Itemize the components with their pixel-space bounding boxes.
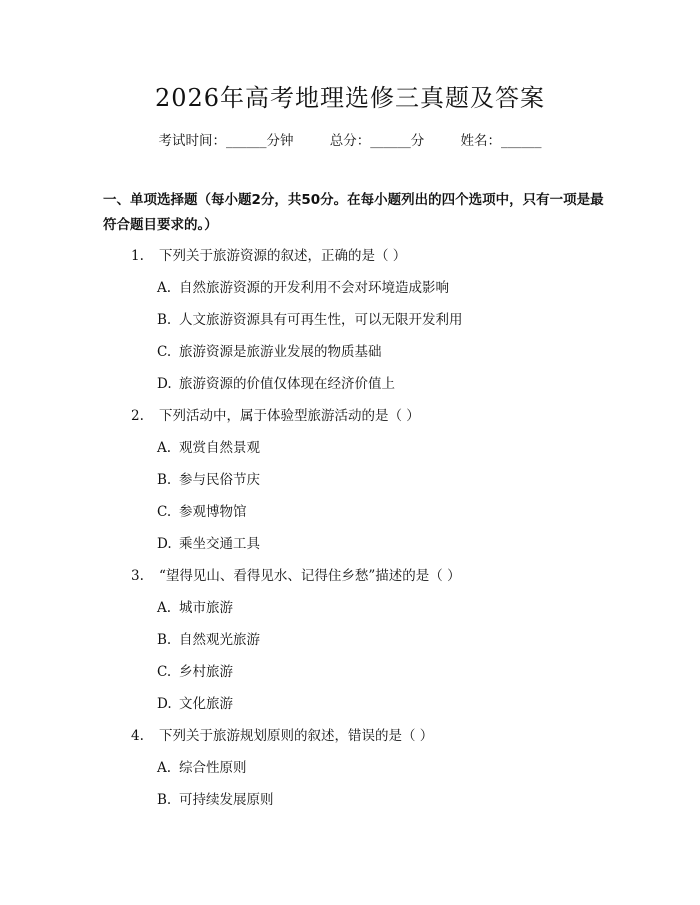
answer-option: [0, 592, 700, 624]
question-stem: [0, 560, 700, 592]
question-text: 下列关于旅游资源的叙述，正确的是（ ）: [159, 248, 407, 264]
question-number: 3.: [131, 568, 144, 584]
option-text: 可持续发展原则: [179, 792, 274, 808]
question-2: [0, 400, 700, 560]
question-1: [0, 240, 700, 400]
option-letter: B.: [157, 632, 172, 648]
option-letter: A.: [157, 280, 172, 296]
option-letter: B.: [157, 472, 172, 488]
option-text: 城市旅游: [179, 600, 233, 616]
option-text: 参观博物馆: [179, 504, 247, 520]
option-text: 文化旅游: [179, 696, 233, 712]
option-text: 人文旅游资源具有可再生性，可以无限开发利用: [179, 312, 463, 328]
answer-option: [0, 784, 700, 816]
question-stem: [0, 400, 700, 432]
option-letter: A.: [157, 760, 172, 776]
question-text: “望得见山、看得见水、记得住乡愁”描述的是（ ）: [159, 568, 461, 584]
section-heading: 一、单项选择题（每小题2分，共50分。在每小题列出的四个选项中，只有一项是最符合题目要求的。）: [103, 192, 604, 233]
question-number: 4.: [131, 728, 144, 744]
answer-option: [0, 464, 700, 496]
option-letter: C.: [157, 344, 172, 360]
exam-time-field: 考试时间：______分钟: [158, 133, 294, 149]
option-letter: D.: [157, 376, 172, 392]
option-letter: B.: [157, 792, 172, 808]
option-letter: D.: [157, 696, 172, 712]
page-title: 2026年高考地理选修三真题及答案: [154, 84, 546, 112]
total-score-field: 总分：______分: [329, 133, 425, 149]
option-text: 旅游资源是旅游业发展的物质基础: [179, 344, 382, 360]
option-text: 自然旅游资源的开发利用不会对环境造成影响: [179, 280, 449, 296]
answer-option: [0, 528, 700, 560]
question-text: 下列关于旅游规划原则的叙述，错误的是（ ）: [159, 728, 434, 744]
option-text: 旅游资源的价值仅体现在经济价值上: [179, 376, 395, 392]
question-text: 下列活动中，属于体验型旅游活动的是（ ）: [159, 408, 420, 424]
answer-option: [0, 688, 700, 720]
question-stem: [0, 240, 700, 272]
question-stem: [0, 720, 700, 752]
question-number: 2.: [131, 408, 144, 424]
option-text: 乘坐交通工具: [179, 536, 260, 552]
answer-option: [0, 336, 700, 368]
option-letter: A.: [157, 600, 172, 616]
option-letter: B.: [157, 312, 172, 328]
answer-option: [0, 368, 700, 400]
option-letter: D.: [157, 536, 172, 552]
option-text: 综合性原则: [179, 760, 247, 776]
option-text: 观赏自然景观: [179, 440, 260, 456]
answer-option: [0, 432, 700, 464]
option-text: 乡村旅游: [179, 664, 233, 680]
answer-option: [0, 496, 700, 528]
option-text: 自然观光旅游: [179, 632, 260, 648]
option-letter: A.: [157, 440, 172, 456]
question-4: [0, 720, 700, 816]
question-list: [0, 240, 700, 816]
answer-option: [0, 752, 700, 784]
option-text: 参与民俗节庆: [179, 472, 260, 488]
answer-option: [0, 656, 700, 688]
option-letter: C.: [157, 664, 172, 680]
question-3: [0, 560, 700, 720]
answer-option: [0, 624, 700, 656]
answer-option: [0, 304, 700, 336]
option-letter: C.: [157, 504, 172, 520]
student-name-field: 姓名：______: [460, 133, 542, 149]
exam-info-line: [0, 130, 700, 152]
answer-option: [0, 272, 700, 304]
question-number: 1.: [131, 248, 144, 264]
